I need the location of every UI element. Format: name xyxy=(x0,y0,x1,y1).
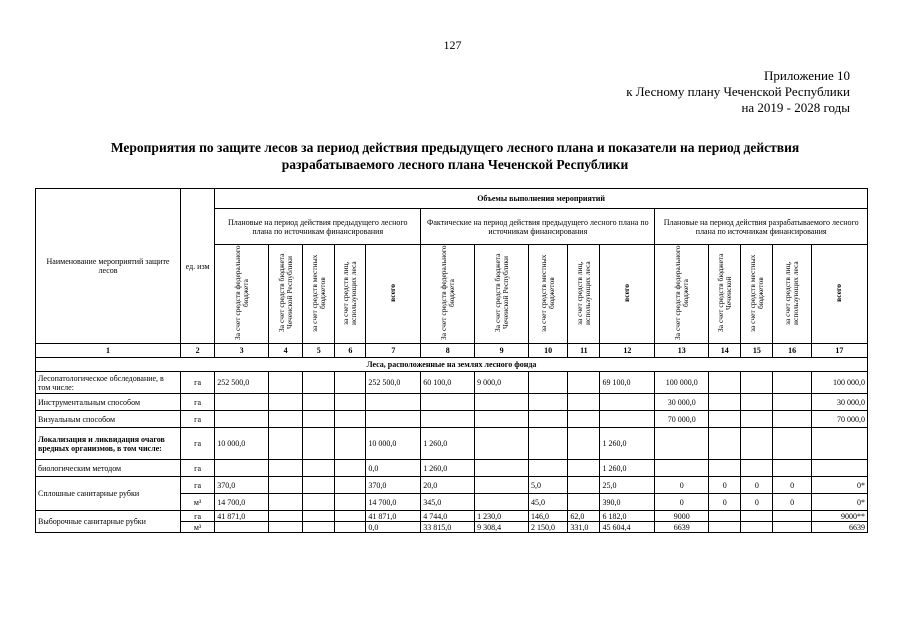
column-number: 11 xyxy=(568,344,600,358)
table-cell xyxy=(655,428,709,460)
table-cell xyxy=(773,411,811,428)
table-cell: 6639 xyxy=(811,522,867,533)
table-cell xyxy=(741,511,773,522)
row-name: Визуальным способом xyxy=(36,411,181,428)
table-cell xyxy=(269,460,303,477)
table-cell xyxy=(335,477,366,494)
table-cell xyxy=(269,522,303,533)
table-cell xyxy=(600,394,655,411)
table-cell xyxy=(269,428,303,460)
table-row xyxy=(36,411,868,428)
table-cell: 14 700,0 xyxy=(215,494,269,511)
table-cell: 1 260,0 xyxy=(421,428,475,460)
column-number: 9 xyxy=(475,344,529,358)
table-cell xyxy=(568,460,600,477)
table-cell: 1 260,0 xyxy=(600,428,655,460)
table-cell xyxy=(303,411,335,428)
subheader-label: за счет средств местных бюджетов xyxy=(539,254,557,332)
table-cell xyxy=(529,428,568,460)
table-cell xyxy=(303,511,335,522)
table-cell xyxy=(475,477,529,494)
table-row xyxy=(36,428,868,460)
row-name: Лесопатологическое обследование, в том числе: xyxy=(36,372,181,394)
row-unit: га xyxy=(181,511,215,522)
subheader-planned-new-2 xyxy=(709,245,741,344)
appendix-line-2: к Лесному плану Чеченской Республики xyxy=(626,84,850,99)
table-cell xyxy=(366,411,421,428)
table-cell: 14 700,0 xyxy=(366,494,421,511)
table-cell xyxy=(600,411,655,428)
table-cell xyxy=(568,428,600,460)
table-cell xyxy=(568,411,600,428)
subheader-label: За счет средств бюджета Чеченской Республики xyxy=(492,253,510,333)
table-cell: 5,0 xyxy=(529,477,568,494)
table-cell xyxy=(475,428,529,460)
column-number: 10 xyxy=(529,344,568,358)
table-cell xyxy=(269,494,303,511)
table-cell: 30 000,0 xyxy=(655,394,709,411)
row-unit: га xyxy=(181,394,215,411)
table-cell: 70 000,0 xyxy=(655,411,709,428)
table-cell: 345,0 xyxy=(421,494,475,511)
subheader-actual-prev-1 xyxy=(421,245,475,344)
row-name: Инструментальным способом xyxy=(36,394,181,411)
row-unit: м³ xyxy=(181,522,215,533)
table-cell: 9 000,0 xyxy=(475,372,529,394)
table-cell xyxy=(773,372,811,394)
table-cell xyxy=(269,394,303,411)
table-cell: 30 000,0 xyxy=(811,394,867,411)
table-row xyxy=(36,511,868,522)
table-cell xyxy=(475,494,529,511)
table-cell xyxy=(303,460,335,477)
column-number-row xyxy=(36,344,868,358)
appendix-line-3: на 2019 - 2028 годы xyxy=(741,100,850,115)
subheader-label: за счет средств местных бюджетов xyxy=(747,254,765,332)
table-cell xyxy=(475,411,529,428)
table-cell xyxy=(335,428,366,460)
subheader-planned-prev-5 xyxy=(366,245,421,344)
forest-protection-table xyxy=(35,188,868,533)
table-cell xyxy=(215,411,269,428)
table-cell xyxy=(335,522,366,533)
table-cell xyxy=(568,372,600,394)
subheader-label: За счет средств федерального бюджета xyxy=(438,245,456,341)
table-cell: 41 871,0 xyxy=(215,511,269,522)
column-number: 2 xyxy=(181,344,215,358)
table-cell: 9000 xyxy=(655,511,709,522)
subheader-label: за счет средств лиц, использующих леса xyxy=(783,261,801,325)
table-cell xyxy=(269,411,303,428)
table-cell: 9 308,4 xyxy=(475,522,529,533)
table-cell xyxy=(335,394,366,411)
table-cell xyxy=(269,477,303,494)
table-cell: 0 xyxy=(709,494,741,511)
header-planned-prev: Плановые на период действия предыдущего лесного плана по источникам финансирования xyxy=(215,209,421,245)
table-cell xyxy=(811,460,867,477)
column-number: 4 xyxy=(269,344,303,358)
table-cell: 0 xyxy=(773,477,811,494)
table-cell: 62,0 xyxy=(568,511,600,522)
column-number: 17 xyxy=(811,344,867,358)
table-cell xyxy=(773,511,811,522)
table-cell xyxy=(773,428,811,460)
appendix-line-1: Приложение 10 xyxy=(763,68,850,83)
subheader-planned-new-1 xyxy=(655,245,709,344)
table-cell xyxy=(741,428,773,460)
subheader-actual-prev-4 xyxy=(568,245,600,344)
subheader-planned-prev-3 xyxy=(303,245,335,344)
table-cell xyxy=(366,394,421,411)
column-number: 14 xyxy=(709,344,741,358)
table-cell xyxy=(529,460,568,477)
table-cell xyxy=(303,477,335,494)
table-cell xyxy=(303,522,335,533)
section-title: Леса, расположенные на землях лесного фонда xyxy=(36,358,868,372)
table-cell: 41 871,0 xyxy=(366,511,421,522)
table-cell xyxy=(529,372,568,394)
column-number: 16 xyxy=(773,344,811,358)
table-row xyxy=(36,372,868,394)
table-cell: 2 150,0 xyxy=(529,522,568,533)
table-cell xyxy=(568,477,600,494)
table-cell xyxy=(475,394,529,411)
table-cell xyxy=(773,394,811,411)
column-number: 1 xyxy=(36,344,181,358)
row-name: биологическим методом xyxy=(36,460,181,477)
table-cell: 60 100,0 xyxy=(421,372,475,394)
column-number: 6 xyxy=(335,344,366,358)
table-cell xyxy=(741,460,773,477)
table-cell: 0 xyxy=(741,494,773,511)
table-cell: 10 000,0 xyxy=(215,428,269,460)
table-cell: 0,0 xyxy=(366,522,421,533)
table-cell: 25,0 xyxy=(600,477,655,494)
table-cell xyxy=(335,511,366,522)
subheader-label: за счет средств местных бюджетов xyxy=(309,254,327,332)
table-cell: 45,0 xyxy=(529,494,568,511)
table-cell: 6639 xyxy=(655,522,709,533)
table-cell xyxy=(709,394,741,411)
header-unit: ед. изм xyxy=(181,189,215,344)
table-cell xyxy=(421,394,475,411)
row-unit: га xyxy=(181,372,215,394)
column-number: 7 xyxy=(366,344,421,358)
table-cell xyxy=(421,411,475,428)
table-cell xyxy=(303,372,335,394)
table-cell xyxy=(741,394,773,411)
table-cell xyxy=(773,522,811,533)
document-title: Мероприятия по защите лесов за период действия предыдущего лесного плана и показатели на период действия разрабатываемого лесного плана Чеченской Республики xyxy=(110,140,800,172)
row-unit: га xyxy=(181,477,215,494)
table-row xyxy=(36,460,868,477)
subheader-label: За счет средств бюджета Чеченской xyxy=(715,253,733,333)
table-cell: 100 000,0 xyxy=(655,372,709,394)
subheader-label: всего xyxy=(622,284,632,302)
table-cell xyxy=(215,460,269,477)
table-cell xyxy=(741,522,773,533)
table-cell: 100 000,0 xyxy=(811,372,867,394)
column-number: 12 xyxy=(600,344,655,358)
subheader-planned-new-4 xyxy=(773,245,811,344)
table-cell: 331,0 xyxy=(568,522,600,533)
table-cell: 0 xyxy=(709,477,741,494)
table-cell: 0 xyxy=(655,494,709,511)
table-row xyxy=(36,477,868,494)
table-cell: 4 744,0 xyxy=(421,511,475,522)
row-name: Локализация и ликвидация очагов вредных организмов, в том числе: xyxy=(36,428,181,460)
table-cell: 20,0 xyxy=(421,477,475,494)
table-cell xyxy=(811,428,867,460)
table-cell xyxy=(709,511,741,522)
column-number: 8 xyxy=(421,344,475,358)
table-cell: 390,0 xyxy=(600,494,655,511)
subheader-label: всего xyxy=(834,284,844,302)
table-cell: 0 xyxy=(741,477,773,494)
row-unit: м³ xyxy=(181,494,215,511)
table-cell: 70 000,0 xyxy=(811,411,867,428)
row-name: Выборочные санитарные рубки xyxy=(36,511,181,533)
table-cell xyxy=(303,494,335,511)
table-cell xyxy=(655,460,709,477)
table-cell: 252 500,0 xyxy=(215,372,269,394)
subheader-planned-new-3 xyxy=(741,245,773,344)
subheader-label: за счет средств лиц, использующих леса xyxy=(341,261,359,325)
table-cell xyxy=(269,372,303,394)
table-cell xyxy=(335,372,366,394)
row-unit: га xyxy=(181,411,215,428)
subheader-planned-new-5 xyxy=(811,245,867,344)
table-cell: 0 xyxy=(773,494,811,511)
table-cell: 370,0 xyxy=(215,477,269,494)
table-cell xyxy=(529,394,568,411)
subheader-planned-prev-2 xyxy=(269,245,303,344)
subheader-label: всего xyxy=(388,284,398,302)
table-cell: 1 260,0 xyxy=(600,460,655,477)
table-cell: 69 100,0 xyxy=(600,372,655,394)
table-cell xyxy=(269,511,303,522)
table-cell xyxy=(709,372,741,394)
table-cell xyxy=(303,428,335,460)
table-cell xyxy=(773,460,811,477)
header-activity-name: Наименование мероприятий защите лесов xyxy=(36,189,181,344)
table-cell xyxy=(335,460,366,477)
table-cell: 0,0 xyxy=(366,460,421,477)
subheader-planned-prev-1 xyxy=(215,245,269,344)
column-number: 5 xyxy=(303,344,335,358)
appendix-note xyxy=(626,68,850,116)
table-cell xyxy=(741,411,773,428)
row-name: Сплошные санитарные рубки xyxy=(36,477,181,511)
subheader-actual-prev-2 xyxy=(475,245,529,344)
header-planned-new: Плановые на период действия разрабатываемого лесного плана по источникам финансирования xyxy=(655,209,868,245)
table-cell xyxy=(568,394,600,411)
table-cell: 370,0 xyxy=(366,477,421,494)
table-cell: 9000** xyxy=(811,511,867,522)
table-cell xyxy=(741,372,773,394)
column-number: 13 xyxy=(655,344,709,358)
table-cell: 1 230,0 xyxy=(475,511,529,522)
table-cell xyxy=(335,494,366,511)
table-cell: 33 815,0 xyxy=(421,522,475,533)
header-actual-prev: Фактические на период действия предыдущего лесного плана по источникам финансирования xyxy=(421,209,655,245)
subheader-label: За счет средств бюджета Чеченской Республики xyxy=(276,253,294,333)
subheader-label: За счет средств федерального бюджета xyxy=(232,245,250,341)
column-number: 3 xyxy=(215,344,269,358)
table-cell xyxy=(709,411,741,428)
subheader-actual-prev-3 xyxy=(529,245,568,344)
table-cell: 6 182,0 xyxy=(600,511,655,522)
table-cell xyxy=(709,460,741,477)
row-unit: га xyxy=(181,428,215,460)
page-number: 127 xyxy=(443,38,462,52)
table-cell xyxy=(709,428,741,460)
row-unit: га xyxy=(181,460,215,477)
table-cell: 10 000,0 xyxy=(366,428,421,460)
table-cell xyxy=(709,522,741,533)
table-cell xyxy=(215,522,269,533)
table-cell: 0* xyxy=(811,494,867,511)
subheader-actual-prev-5 xyxy=(600,245,655,344)
table-cell xyxy=(475,460,529,477)
table-cell: 0 xyxy=(655,477,709,494)
table-cell: 1 260,0 xyxy=(421,460,475,477)
table-cell: 252 500,0 xyxy=(366,372,421,394)
header-volumes: Объемы выполнения мероприятий xyxy=(215,189,868,209)
table-cell: 0* xyxy=(811,477,867,494)
table-cell xyxy=(335,411,366,428)
table-cell xyxy=(568,494,600,511)
table-row xyxy=(36,394,868,411)
subheader-label: за счет средств лиц, использующих леса xyxy=(574,261,592,325)
table-cell: 146,0 xyxy=(529,511,568,522)
table-cell xyxy=(215,394,269,411)
subheader-label: За счет средств федерального бюджета xyxy=(672,245,690,341)
subheader-planned-prev-4 xyxy=(335,245,366,344)
table-cell xyxy=(303,394,335,411)
table-cell xyxy=(529,411,568,428)
column-number: 15 xyxy=(741,344,773,358)
table-cell: 45 604,4 xyxy=(600,522,655,533)
